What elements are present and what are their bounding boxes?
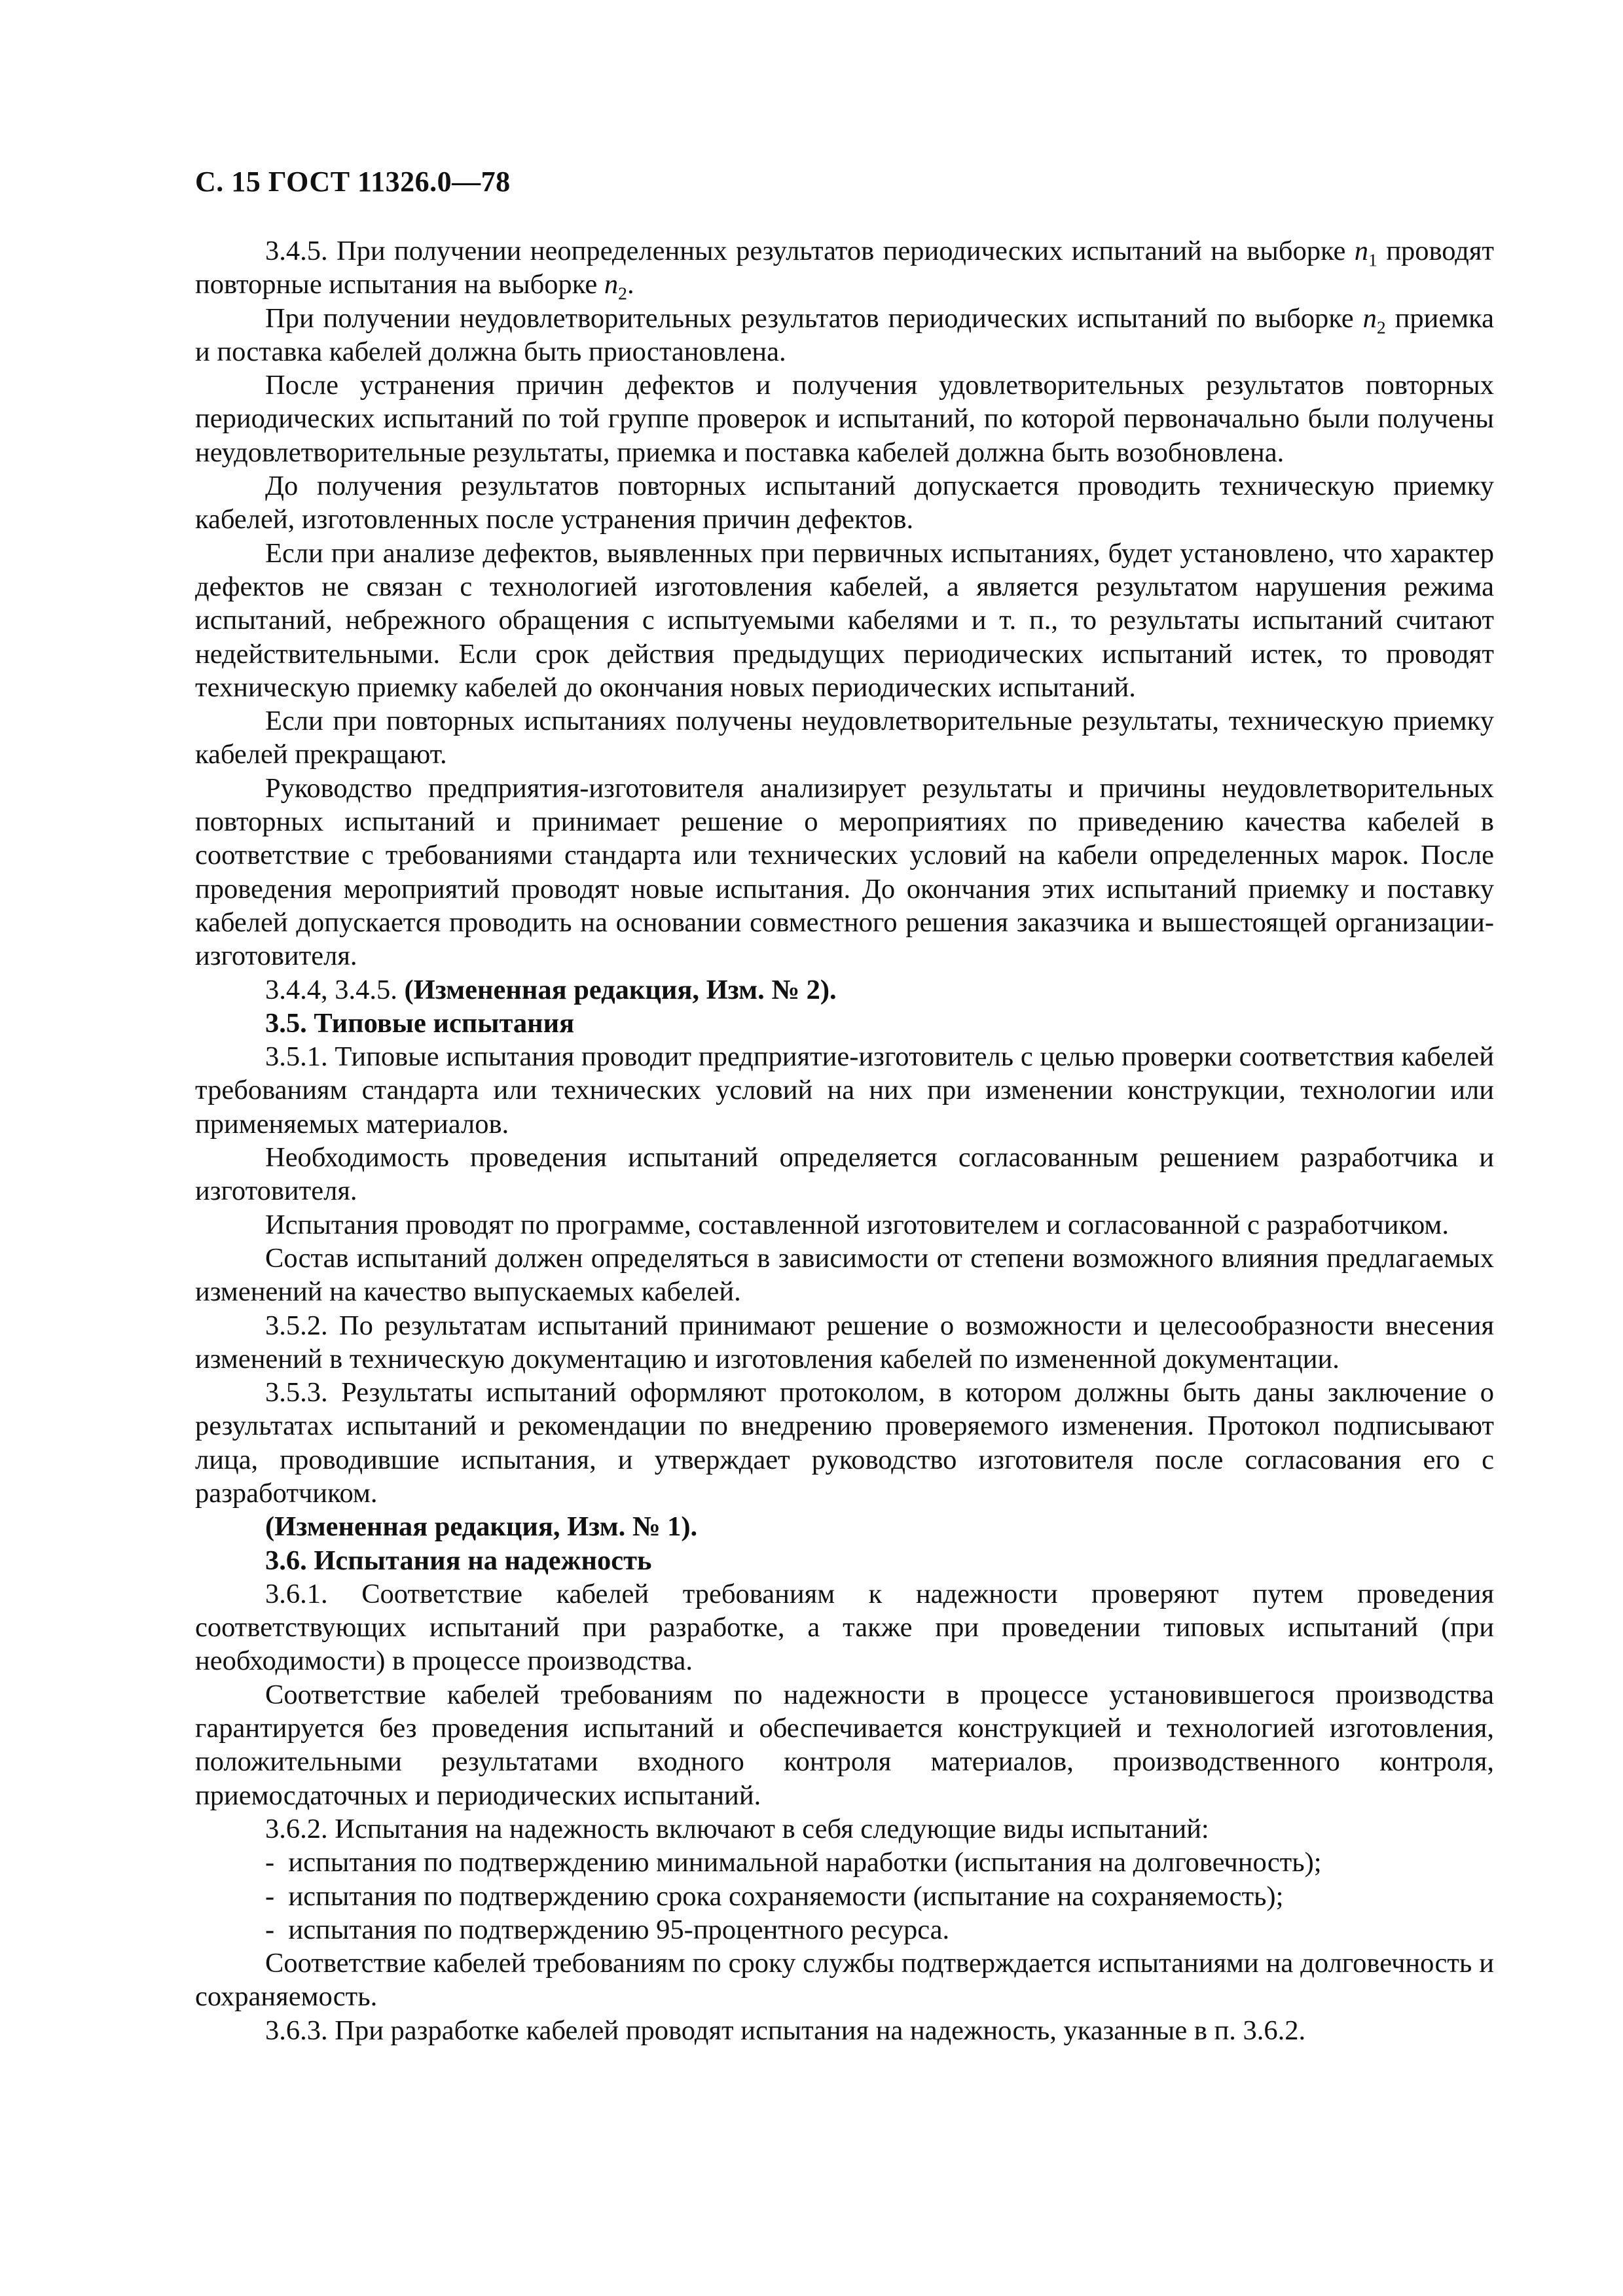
paragraph-3-5-3: 3.5.3. Результаты испытаний оформляют протоколом, в котором должны быть даны заключение о результатах испытаний и рекомендации по внедрению проверяемого изменения. Протокол подписывают лица, проводившие испытания, и утверждает руководство изготовителя после согласования его с разработчиком.	[195, 1377, 1494, 1509]
list-item: - испытания по подтверждению срока сохраняемости (испытание на сохраняемость);	[215, 1880, 1494, 1913]
paragraph-text: приемка и поставка кабелей должна быть приостановлена.	[195, 302, 1494, 367]
paragraph-3-5-1: 3.5.1. Типовые испытания проводит предприятие-изготовитель с целью проверки соответствия кабелей требованиям стандарта или технических условий на них при изменении конструкции, технологии или применяемых материалов.	[195, 1041, 1494, 1139]
page-header: С. 15 ГОСТ 11326.0—78	[195, 166, 511, 198]
variable-n: n	[604, 269, 619, 300]
list-item: - испытания по подтверждению 95-процентного ресурса.	[215, 1913, 1494, 1946]
subscript: 2	[618, 283, 627, 304]
paragraph-text: .	[627, 269, 634, 300]
paragraph: Соответствие кабелей требованиям по надежности в процессе установившегося производства гарантируется без проведения испытаний и обеспечивается конструкцией и технологией изготовления, положительными результатами входного контроля материалов, производственного контроля, приемосдаточных и периодических испытаний.	[195, 1679, 1494, 1811]
paragraph: После устранения причин дефектов и получения удовлетворительных результатов повторных периодических испытаний по той группе проверок и испытаний, по которой первоначально были получены неудовлетворительные результаты, приемка и поставка кабелей должна быть возобновлена.	[195, 370, 1494, 468]
paragraph-3-6-3: 3.6.3. При разработке кабелей проводят испытания на надежность, указанные в п. 3.6.2.	[265, 2015, 1306, 2046]
amendment-note	[195, 973, 1494, 1007]
paragraph: Необходимость проведения испытаний определяется согласованным решением разработчика и изготовителя.	[195, 1142, 1494, 1207]
paragraph-text: 3.4.5. При получении неопределенных результатов периодических испытаний на выборке	[265, 236, 1346, 266]
document-body	[195, 234, 1494, 2047]
paragraph-3-6-2: 3.6.2. Испытания на надежность включают в себя следующие виды испытаний:	[265, 1813, 1209, 1844]
paragraph: До получения результатов повторных испытаний допускается проводить техническую приемку кабелей, изготовленных после устранения причин дефектов.	[195, 471, 1494, 535]
paragraph: Испытания проводят по программе, составленной изготовителем и согласованной с разработчиком.	[265, 1209, 1449, 1240]
list-item: - испытания по подтверждению минимальной наработки (испытания на долговечность);	[215, 1846, 1494, 1879]
paragraph-text: При получении неудовлетворительных результатов периодических испытаний по выборке	[265, 302, 1363, 334]
amendment-label: (Измененная редакция, Изм. № 1).	[265, 1511, 698, 1543]
section-heading-3-6: 3.6. Испытания на надежность	[265, 1545, 652, 1576]
paragraph: Руководство предприятия-изготовителя анализирует результаты и причины неудовлетворительных повторных испытаний и принимает решение о мероприятиях по приведению качества кабелей в соответствие с требованиями стандарта или технических условий на кабели определенных марок. После проведения мероприятий проводят новые испытания. До окончания этих испытаний приемку и поставку кабелей допускается проводить на основании совместного решения заказчика и вышестоящей организации-изготовителя.	[195, 772, 1494, 972]
paragraph-3-6-1: 3.6.1. Соответствие кабелей требованиям к надежности проверяют путем проведения соответствующих испытаний при разработке, а также при проведении типовых испытаний (при необходимости) в процессе производства.	[195, 1578, 1494, 1677]
variable-n: n	[1354, 236, 1369, 266]
paragraph-text: проводят повторные испытания на выборке	[195, 236, 1495, 300]
paragraph	[195, 302, 1494, 369]
paragraph: Если при повторных испытаниях получены неудовлетворительные результаты, техническую приемку кабелей прекращают.	[195, 706, 1494, 770]
paragraph-3-5-2: 3.5.2. По результатам испытаний принимают решение о возможности и целесообразности внесения изменений в техническую документацию и изготовления кабелей по измененной документации.	[195, 1310, 1494, 1374]
amendment-label: (Измененная редакция, Изм. № 2).	[404, 974, 837, 1005]
subscript: 2	[1376, 317, 1386, 338]
section-heading-3-5: 3.5. Типовые испытания	[265, 1007, 575, 1039]
paragraph-text: 3.4.4, 3.4.5.	[265, 974, 405, 1005]
paragraph-3-4-5	[195, 234, 1494, 302]
paragraph: Если при анализе дефектов, выявленных при первичных испытаниях, будет установлено, что характер дефектов не связан с технологией изготовления кабелей, а является результатом нарушения режима испытаний, небрежного обращения с испытуемыми кабелями и т. п., то результаты испытаний считают недействительными. Если срок действия предыдущих периодических испытаний истек, то проводят техническую приемку кабелей до окончания новых периодических испытаний.	[195, 537, 1494, 703]
paragraph: Состав испытаний должен определяться в зависимости от степени возможного влияния предлагаемых изменений на качество выпускаемых кабелей.	[195, 1242, 1494, 1308]
subscript: 1	[1368, 249, 1377, 270]
variable-n: n	[1362, 302, 1377, 334]
paragraph: Соответствие кабелей требованиям по сроку службы подтверждается испытаниями на долговечность и сохраняемость.	[195, 1948, 1494, 2013]
